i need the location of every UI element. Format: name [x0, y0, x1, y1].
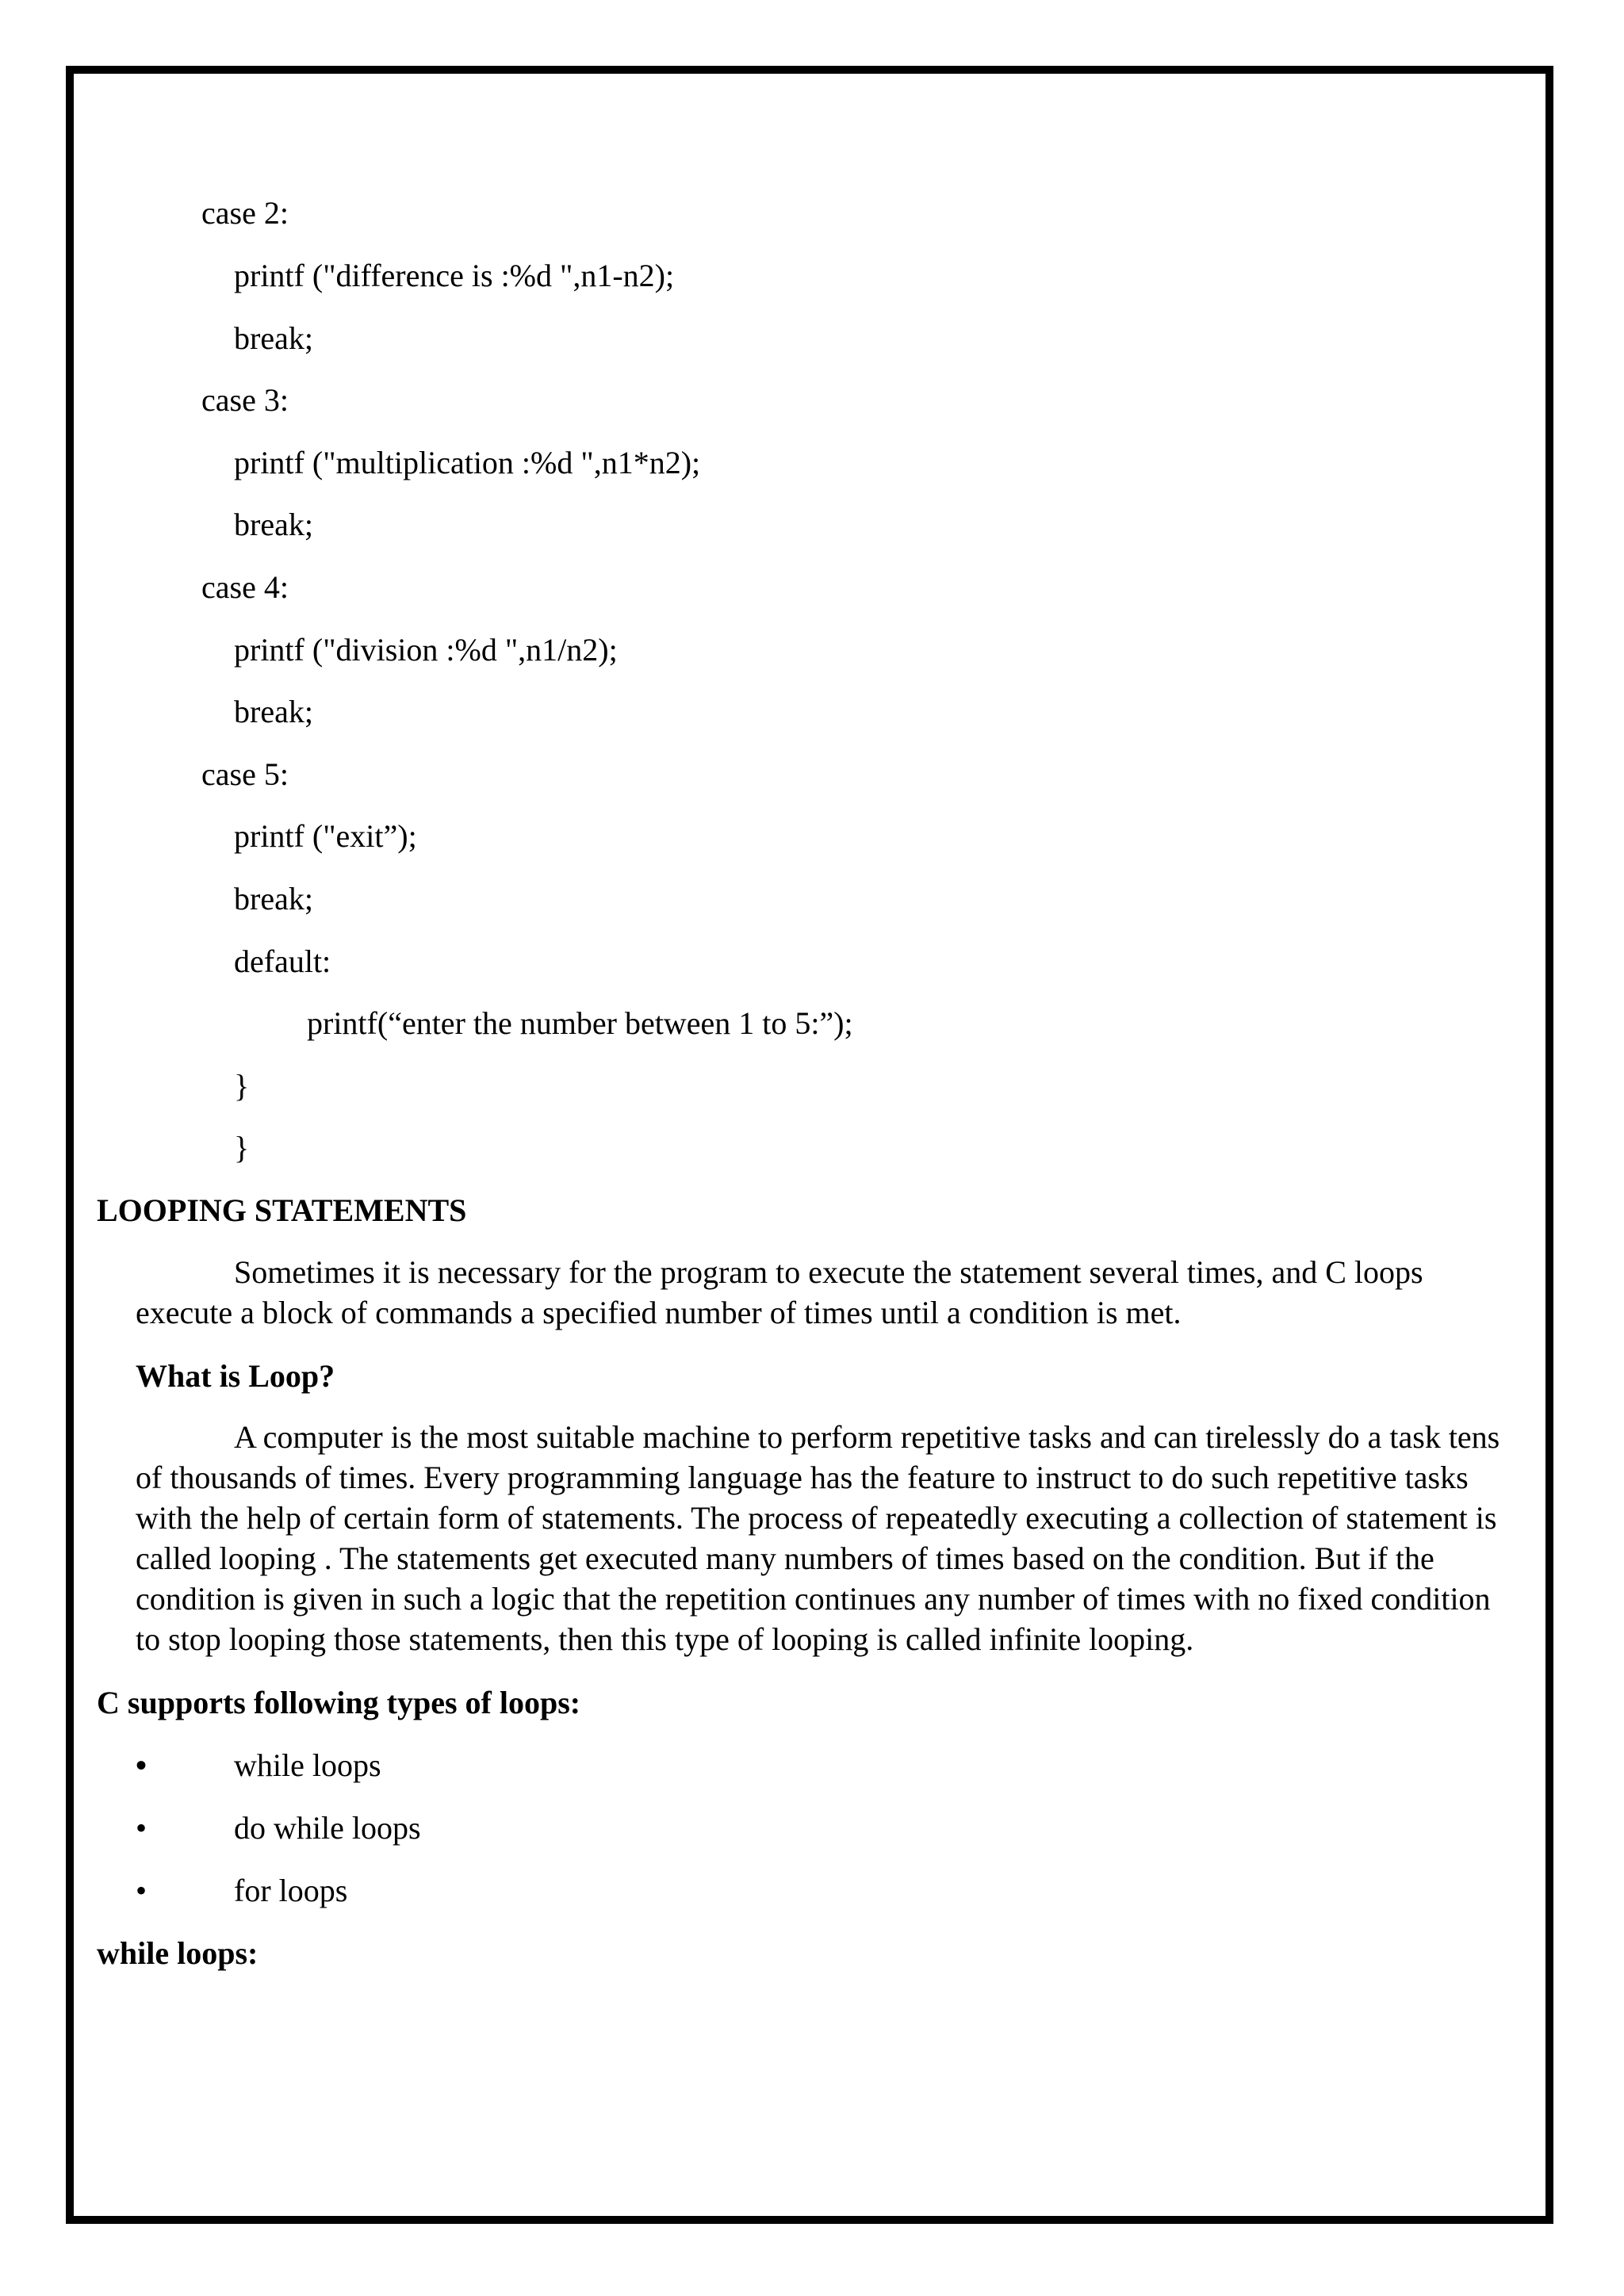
- code-line: }: [234, 1130, 250, 1165]
- section-heading-looping: LOOPING STATEMENTS: [97, 1192, 467, 1228]
- code-line: case 5:: [201, 756, 289, 792]
- code-line: }: [234, 1068, 250, 1104]
- code-line: printf ("division :%d ",n1/n2);: [234, 632, 618, 668]
- code-line: case 3:: [201, 382, 289, 418]
- code-line: break;: [234, 694, 313, 729]
- code-line: printf ("multiplication :%d ",n1*n2);: [234, 445, 701, 480]
- bullet-icon: •: [136, 1810, 147, 1846]
- while-loops-heading: while loops:: [97, 1935, 259, 1971]
- bullet-icon: •: [136, 1873, 147, 1908]
- subheading-what-is-loop: What is Loop?: [136, 1358, 335, 1394]
- looping-intro-paragraph: Sometimes it is necessary for the program to execute the statement several times, and C loops execute a block of commands a specified number of times until a condition is met.: [136, 1254, 1423, 1330]
- code-line: case 2:: [201, 195, 289, 231]
- code-line: printf ("difference is :%d ",n1-n2);: [234, 258, 675, 293]
- code-line: break;: [234, 320, 313, 356]
- what-is-loop-paragraph: A computer is the most suitable machine to perform repetitive tasks and can tirelessly do a task tens of thousands of times. Every programming language has the feature to instruct to do such repetitive tasks with the help of certain form of statements. The process of repeatedly executing a collection of statement is called looping . The statements get executed many numbers of times based on the condition. But if the condition is given in such a logic that the repetition continues any number of times with no fixed condition to stop looping those statements, then this type of looping is called infinite looping.: [136, 1419, 1500, 1657]
- code-line: case 4:: [201, 569, 289, 605]
- bullet-icon: •: [136, 1747, 147, 1783]
- code-line: break;: [234, 507, 313, 542]
- list-item-label: for loops: [234, 1873, 348, 1908]
- code-line: printf(“enter the number between 1 to 5:”);: [307, 1005, 853, 1041]
- loop-types-heading: C supports following types of loops:: [97, 1685, 581, 1720]
- list-item-label: do while loops: [234, 1810, 421, 1846]
- list-item-label: while loops: [234, 1747, 381, 1783]
- code-line: break;: [234, 881, 313, 916]
- code-line: printf ("exit”);: [234, 818, 417, 854]
- code-line: default:: [234, 943, 331, 979]
